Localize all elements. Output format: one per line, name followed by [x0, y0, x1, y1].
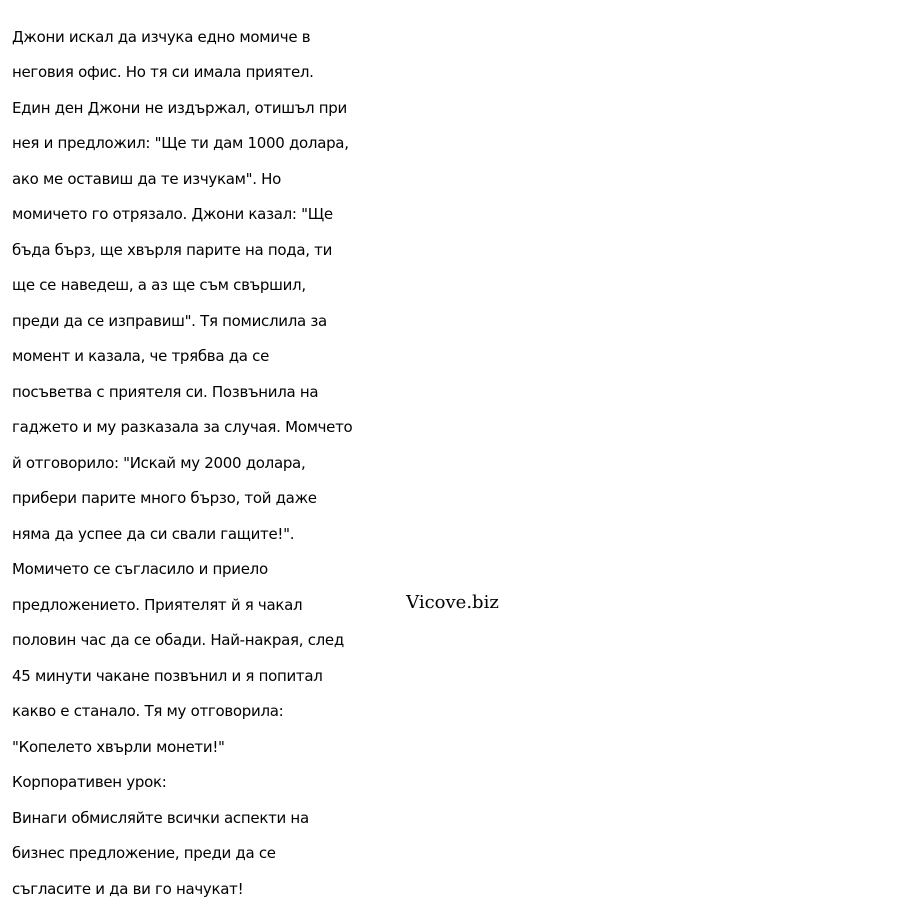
text-line: ако ме оставиш да те изчукам". Но — [12, 169, 282, 188]
text-line: ще се наведеш, а аз ще съм свършил, — [12, 276, 306, 295]
text-line: какво е станало. Тя му отговорила: — [12, 702, 284, 721]
joke-text — [12, 11, 412, 916]
text-line: Момичето се съгласило и приело — [12, 560, 268, 579]
text-line: нея и предложил: "Ще ти дам 1000 долара, — [12, 134, 349, 153]
text-line: предложението. Приятелят й я чакал — [12, 595, 303, 614]
text-line: преди да се изправиш". Тя помислила за — [12, 311, 327, 330]
text-line: Корпоративен урок: — [12, 773, 167, 792]
text-line: гаджето и му разказала за случая. Момчето — [12, 418, 353, 437]
text-line: половин час да се обади. Най-накрая, след — [12, 631, 344, 650]
text-line: 45 минути чакане позвънил и я попитал — [12, 666, 323, 685]
text-line: посъветва с приятеля си. Позвънила на — [12, 382, 319, 401]
text-line: й отговорило: "Искай му 2000 долара, — [12, 453, 306, 472]
text-line: "Копелето хвърли монети!" — [12, 737, 225, 756]
site-watermark: Vicove.biz — [406, 592, 499, 613]
text-line: Джони искал да изчука едно момиче в — [12, 27, 311, 46]
text-line: неговия офис. Но тя си имала приятел. — [12, 63, 314, 82]
text-line: Един ден Джони не издържал, отишъл при — [12, 98, 347, 117]
text-line: момичето го отрязало. Джони казал: "Ще — [12, 205, 333, 224]
text-line: бъда бърз, ще хвърля парите на пода, ти — [12, 240, 333, 259]
text-line: съгласите и да ви го начукат! — [12, 879, 244, 898]
text-line: прибери парите много бързо, той даже — [12, 489, 317, 508]
text-line: момент и казала, че трябва да се — [12, 347, 270, 366]
text-line: бизнес предложение, преди да се — [12, 844, 276, 863]
text-line: няма да успее да си свали гащите!". — [12, 524, 295, 543]
text-line: Винаги обмисляйте всички аспекти на — [12, 808, 309, 827]
